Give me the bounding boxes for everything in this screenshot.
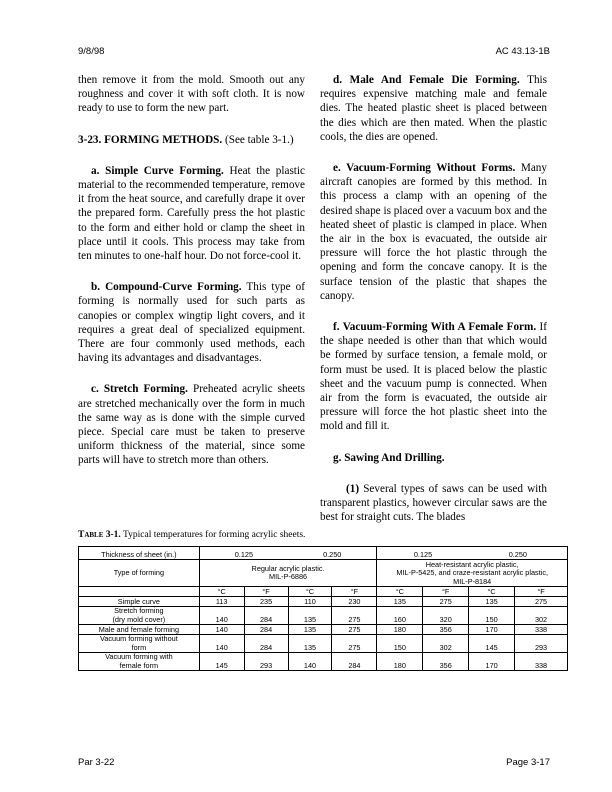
table-row [79,653,568,671]
table-cell: 150 [377,635,423,653]
paragraph-e-text: Many aircraft canopies are formed by this method. In this process a clamp with an opening of the desired shape is placed over a vacuum box and the heated sheet of plastic is clamped in place. When the air in the box is evacuated, the outside air pressure will force the hot plastic through the opening and form the concave canopy. It is the surface tension of the plastic that shapes the canopy. [320,162,547,302]
regular-line-2: MIL-P-6886 [268,572,308,581]
paragraph-d [320,73,547,144]
row-label [79,635,200,653]
table-cell: 135 [288,625,332,635]
table-cell: 302 [423,635,469,653]
heat-line-1: Heat-resistant acrylic plastic, [425,559,519,569]
regular-acrylic-header [199,560,377,587]
row-label [79,607,200,625]
row-label-line-2: form [131,642,147,652]
unit-cell: °C [377,587,423,597]
table-cell: 160 [377,607,423,625]
paragraph-c-heading: c. Stretch Forming. [91,383,188,396]
table-cell: 235 [244,597,288,607]
row-label [79,653,200,671]
table-cell: 170 [469,625,515,635]
paragraph-g [320,451,547,465]
row-label-line-2: female form [119,660,159,670]
table-cell: 320 [423,607,469,625]
table-cell: 110 [288,597,332,607]
table-cell: 135 [288,607,332,625]
unit-cell: °F [515,587,568,597]
table-cell: 180 [377,653,423,671]
row-label-line-2: (dry mold cover) [112,614,166,624]
unit-cell: °C [469,587,515,597]
table-cell: 140 [199,607,244,625]
table-cell: 145 [199,653,244,671]
table-cell: 145 [469,635,515,653]
heat-line-3: MIL-P-8184 [453,576,492,586]
table-cell: 140 [288,653,332,671]
row-label: Simple curve [79,597,200,607]
table-cell: 230 [332,597,377,607]
table-cell: 275 [332,625,377,635]
unit-cell: °F [423,587,469,597]
paragraph-g1-text: Several types of saws can be used with transparent plastics, however circular saws are the best for straight cuts. The blades [320,482,547,524]
table-cell: 113 [199,597,244,607]
paragraph-a-text: Heat the plastic material to the recommended temperature, remove it from the heat source, and carefully drape it over the prepared form. Carefully press the hot plastic to the form and either hold or clamp the sheet in place until it cools. This process may take from ten minutes to one-half hour. Do not force-cool it. [78,164,305,263]
row-label: Male and female forming [79,625,200,635]
units-blank [79,587,200,597]
thickness-1: 0.125 [199,547,288,560]
thickness-3: 0.125 [377,547,469,560]
table-cell: 356 [423,653,469,671]
table-row [79,635,568,653]
unit-cell: °C [199,587,244,597]
table-cell: 338 [515,653,568,671]
table-caption [78,530,305,540]
table-cell: 135 [288,635,332,653]
table-cell: 293 [244,653,288,671]
header-date: 9/8/98 [78,46,105,57]
type-label: Type of forming [79,560,200,587]
table-cell: 284 [244,607,288,625]
left-column [78,73,305,485]
table-cell: 275 [332,635,377,653]
paragraph-b-heading: b. Compound-Curve Forming. [91,281,242,294]
table-cell: 338 [515,625,568,635]
row-label-line-1: Vacuum forming without [100,634,178,644]
table-cell: 356 [423,625,469,635]
table-row [79,625,568,635]
paragraph-continuation: then remove it from the mold. Smooth out any roughness and cover it with soft cloth. It is now ready to use to form the new part. [78,74,305,115]
heat-line-2: MIL-P-5425, and craze-resistant acrylic plastic, [396,568,549,578]
thickness-label: Thickness of sheet (in.) [79,547,200,560]
table-cell: 284 [244,635,288,653]
paragraph-g1 [320,482,547,525]
paragraph-b [78,280,305,365]
paragraph-c [78,382,305,467]
section-3-23 [78,133,305,147]
table-cell: 180 [377,625,423,635]
table-caption-label: Table 3-1. [78,530,121,540]
paragraph-g1-number: (1) [346,482,360,495]
section-text: (See table 3-1.) [222,133,294,146]
table-cell: 284 [244,625,288,635]
right-column [320,73,547,541]
paragraph-f [320,320,547,434]
thickness-2: 0.250 [288,547,377,560]
paragraph-e [320,161,547,303]
thickness-row [79,547,568,560]
paragraph-d-heading: d. Male And Female Die Forming. [333,74,520,86]
table-cell: 275 [332,607,377,625]
units-row [79,587,568,597]
table-cell: 284 [332,653,377,671]
thickness-4: 0.250 [469,547,568,560]
table-cell: 150 [469,607,515,625]
table-cell: 275 [423,597,469,607]
paragraph-a-heading: a. Simple Curve Forming. [91,164,224,177]
table-cell: 140 [199,635,244,653]
unit-cell: °F [332,587,377,597]
table-cell: 170 [469,653,515,671]
paragraph-a [78,164,305,263]
table-cell: 293 [515,635,568,653]
paragraph-b-text: This type of forming is normally used for such parts as canopies or complex wingtip light covers, and it requires a great deal of specialized equipment. There are four commonly used methods, each having its advantages and disadvantages. [78,281,305,365]
unit-cell: °C [288,587,332,597]
section-heading: 3-23. FORMING METHODS. [78,133,223,146]
table-cell: 135 [377,597,423,607]
table-cell: 275 [515,597,568,607]
table-cell: 302 [515,607,568,625]
table-cell: 135 [469,597,515,607]
paragraph-f-heading: f. Vacuum-Forming With A Female Form. [333,321,537,334]
footer-page: Page 3-17 [506,757,550,768]
paragraph-e-heading: e. Vacuum-Forming Without Forms. [333,162,516,175]
paragraph-c-text: Preheated acrylic sheets are stretched mechanically over the form in much the same way as is done with the simple curved piece. Special care must be taken to preserve uniform thickness of the material, since some parts will have to stretch more than others. [78,383,305,467]
paragraph-g-heading: g. Sawing And Drilling. [333,451,445,464]
footer-par: Par 3-22 [78,757,115,768]
row-label-line-1: Vacuum forming with [105,652,173,662]
heat-resistant-header [377,560,568,587]
type-row [79,560,568,587]
table-caption-text: Typical temperatures for forming acrylic sheets. [120,530,306,540]
paragraph-d-text: This requires expensive matching male and female dies. The heated plastic sheet is placed between the dies which are then mated. When the plastic cools, the dies are opened. [320,74,548,143]
table-cell: 140 [199,625,244,635]
header-doc-id: AC 43.13-1B [495,46,550,57]
paragraph-f-text: If the shape needed is other than that which would be formed by surface tension, a female mold, or form must be used. It is placed below the plastic sheet and the vacuum pump is connected. When air from the form is evacuated, the outside air pressure will force the hot plastic sheet into the mold and fill it. [320,321,547,433]
forming-temperature-table [78,546,568,671]
unit-cell: °F [244,587,288,597]
row-label-line-1: Stretch forming [114,606,164,616]
table-row [79,597,568,607]
regular-line-1: Regular acrylic plastic. [251,563,325,573]
table-row [79,607,568,625]
